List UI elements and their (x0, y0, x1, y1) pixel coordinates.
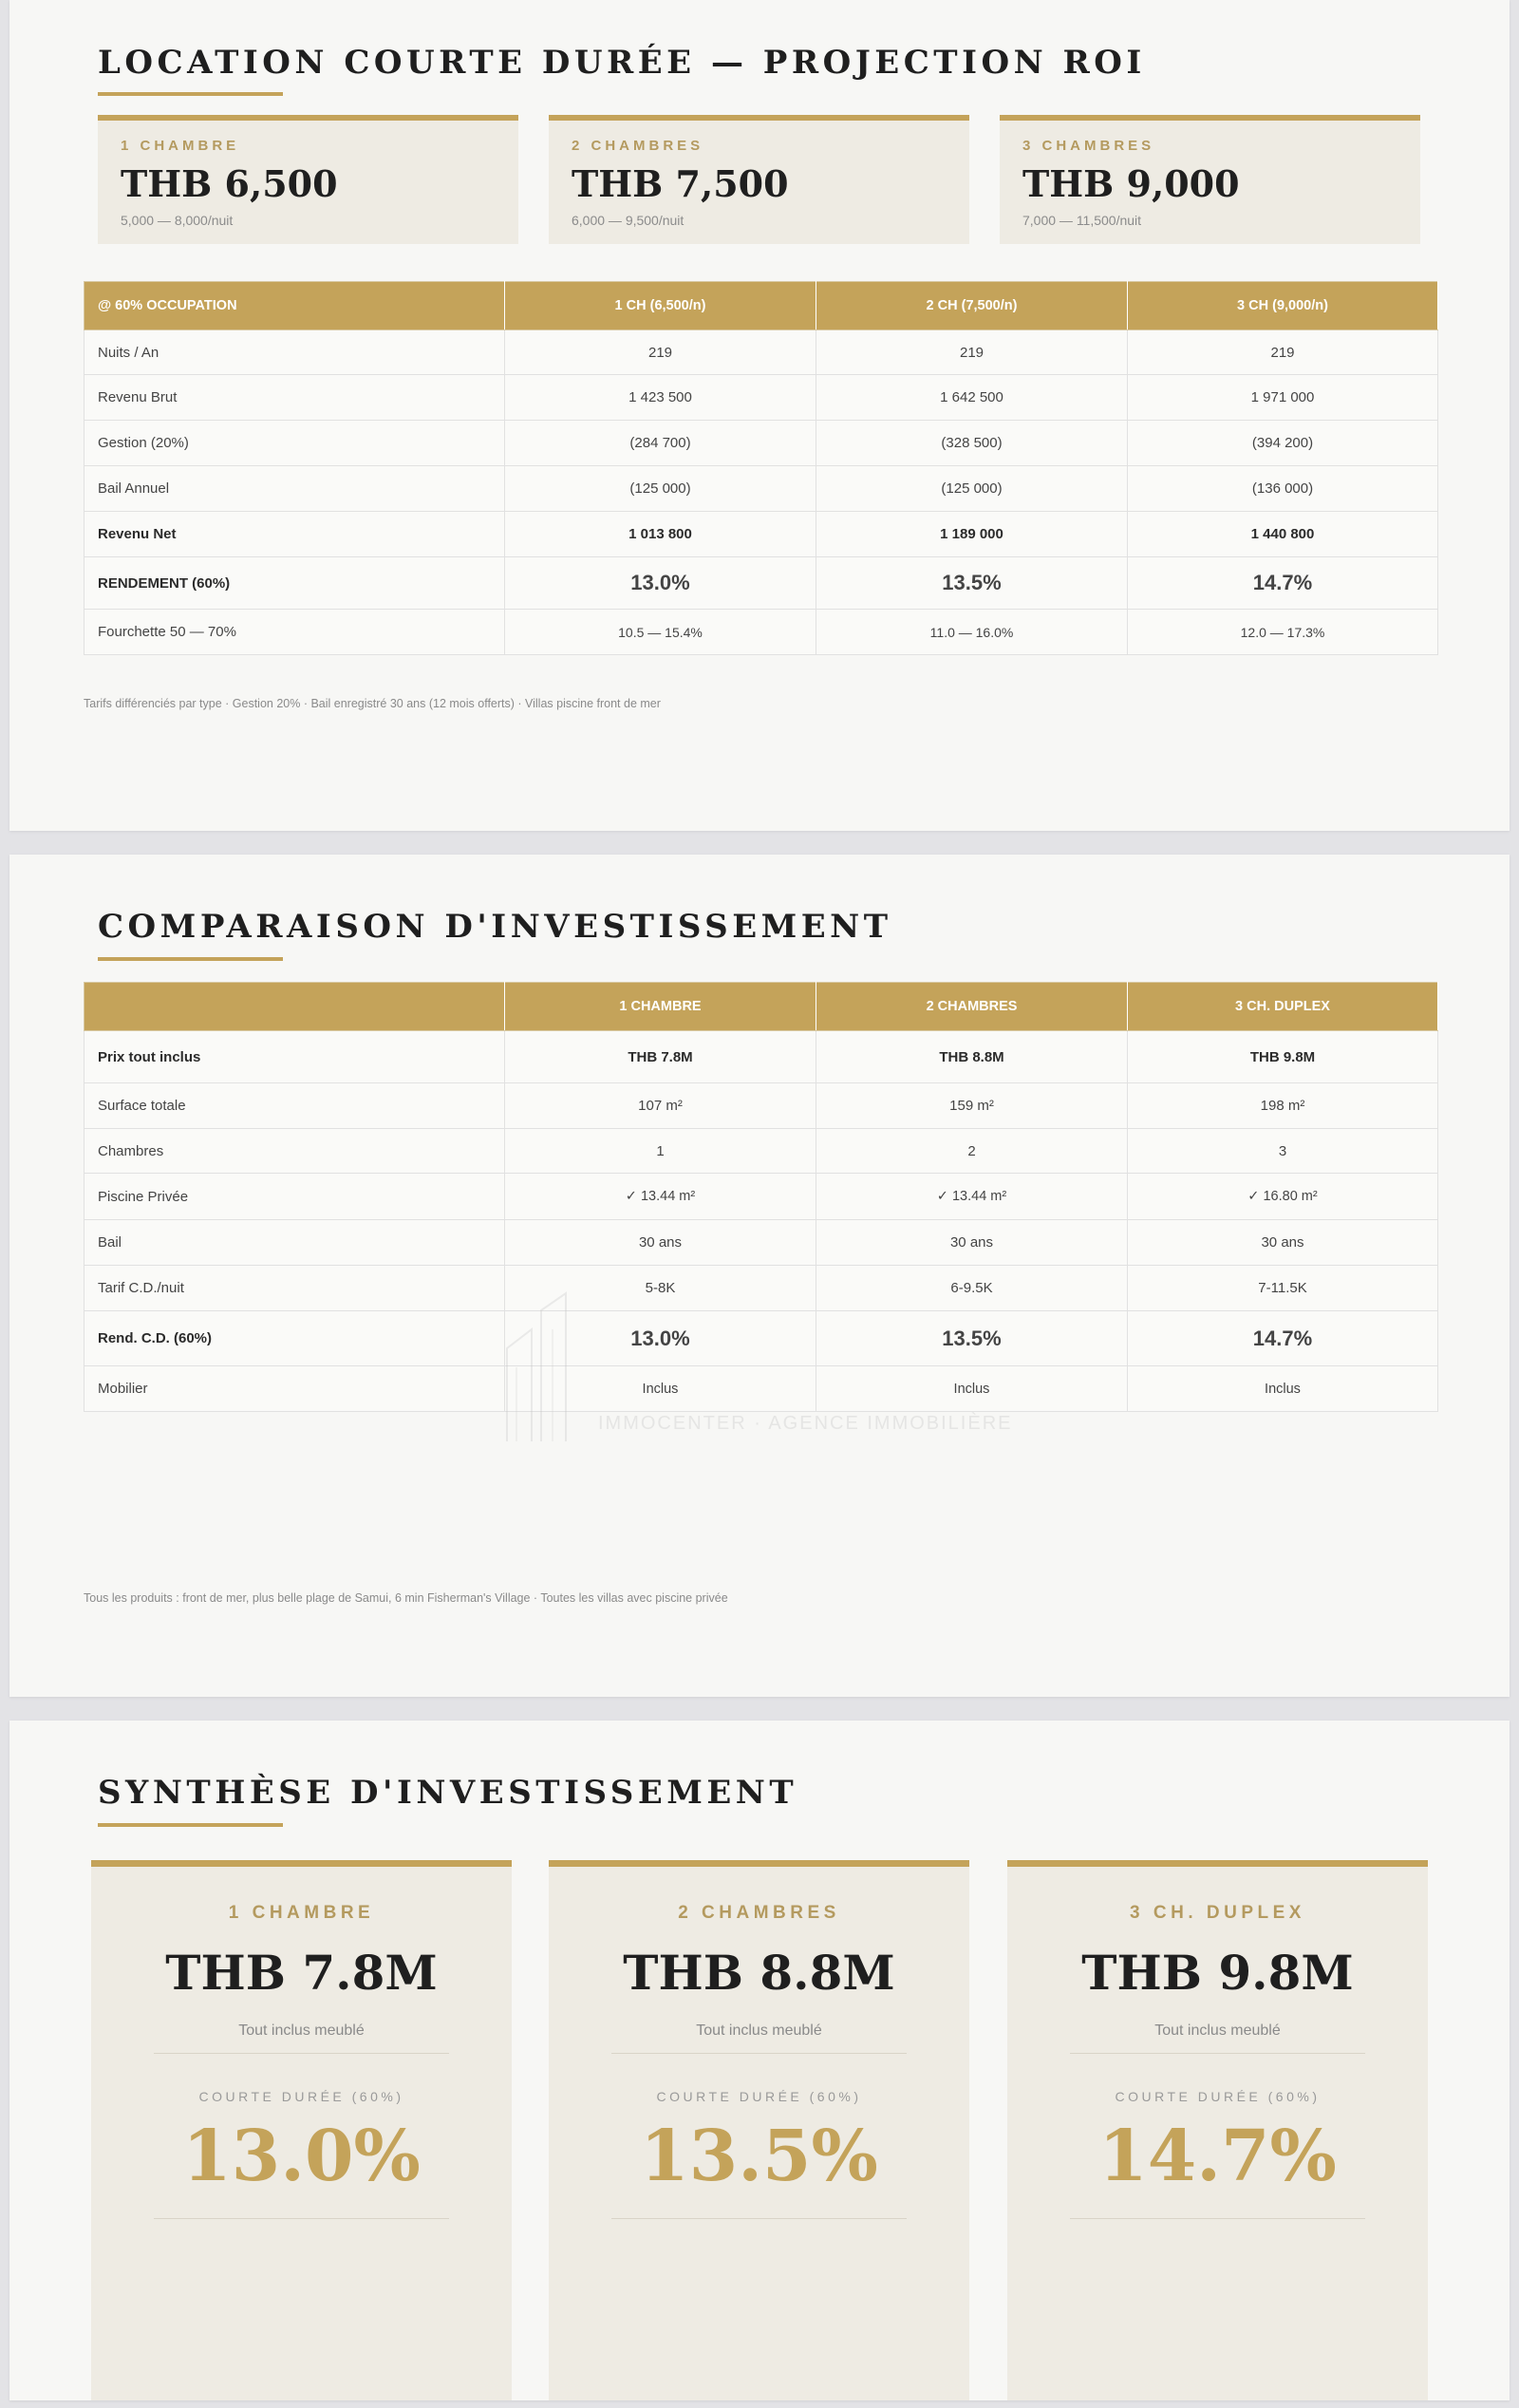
summary-card-price: THB 8.8M (623, 1945, 895, 2001)
yield-cell: 13.0% (505, 557, 816, 610)
title-underline (98, 92, 283, 96)
row-label: Bail (84, 1220, 505, 1266)
table-cell: 1 013 800 (505, 512, 816, 557)
table-header: 3 CH (9,000/n) (1128, 282, 1438, 330)
table-cell-negative: (125 000) (505, 466, 816, 512)
table-cell: 219 (1128, 330, 1438, 375)
rate-card-range: 7,000 — 11,500/nuit (1022, 213, 1142, 228)
yield-value: 13.5% (640, 2116, 878, 2197)
range-cell: 10.5 — 15.4% (505, 610, 816, 655)
table-cell: 2 (816, 1129, 1128, 1174)
rate-card-label: 2 CHAMBRES (572, 138, 704, 154)
table-cell-negative: (136 000) (1128, 466, 1438, 512)
table-cell-negative: (328 500) (816, 421, 1128, 466)
furniture-cell: Inclus (505, 1366, 816, 1412)
table-cell: 1 971 000 (1128, 375, 1438, 421)
summary-card-subtitle: Tout inclus meublé (696, 2022, 822, 2039)
furniture-cell: Inclus (1128, 1366, 1438, 1412)
yield-label: COURTE DURÉE (60%) (198, 2089, 404, 2104)
rate-card-1-bedroom (98, 115, 518, 244)
table-cell: 1 189 000 (816, 512, 1128, 557)
summary-card-price: THB 9.8M (1081, 1945, 1354, 2001)
row-label: Chambres (84, 1129, 505, 1174)
rate-card-label: 3 CHAMBRES (1022, 138, 1155, 154)
row-label: Surface totale (84, 1083, 505, 1129)
table-cell: 1 423 500 (505, 375, 816, 421)
yield-cell: 13.0% (505, 1311, 816, 1366)
table-row (84, 1083, 1438, 1129)
summary-card-2-bedrooms (549, 1860, 969, 2400)
row-label: Tarif C.D./nuit (84, 1266, 505, 1311)
table-header: 1 CHAMBRE (505, 983, 816, 1031)
roi-projection-panel (9, 0, 1510, 831)
table-row (84, 421, 1438, 466)
furniture-cell: Inclus (816, 1366, 1128, 1412)
watermark-text: IMMOCENTER · AGENCE IMMOBILIÈRE (598, 1413, 1013, 1434)
table-cell-negative: (284 700) (505, 421, 816, 466)
row-label: Rend. C.D. (60%) (84, 1311, 505, 1366)
table-cell: 219 (816, 330, 1128, 375)
rate-card-3-bedrooms (1000, 115, 1420, 244)
row-label: Gestion (20%) (84, 421, 505, 466)
row-label: Fourchette 50 — 70% (84, 610, 505, 655)
summary-card-3-duplex (1007, 1860, 1428, 2400)
rate-card-2-bedrooms (549, 115, 969, 244)
table-cell: 1 642 500 (816, 375, 1128, 421)
row-label: Bail Annuel (84, 466, 505, 512)
table-cell: 6-9.5K (816, 1266, 1128, 1311)
divider (154, 2053, 449, 2054)
table-cell: 7-11.5K (1128, 1266, 1438, 1311)
yield-cell: 14.7% (1128, 1311, 1438, 1366)
pool-cell: ✓ 13.44 m² (505, 1174, 816, 1220)
summary-card-label: 2 CHAMBRES (678, 1903, 840, 1923)
section-title: SYNTHÈSE D'INVESTISSEMENT (98, 1774, 798, 1812)
summary-card-1-bedroom (91, 1860, 512, 2400)
summary-card-label: 3 CH. DUPLEX (1130, 1903, 1305, 1923)
rate-card-price: THB 7,500 (572, 162, 789, 205)
rate-card-label: 1 CHAMBRE (121, 138, 240, 154)
row-label: Piscine Privée (84, 1174, 505, 1220)
table-cell: THB 9.8M (1128, 1031, 1438, 1083)
table-header-row (84, 282, 1438, 330)
table-row-yield (84, 557, 1438, 610)
table-row (84, 1031, 1438, 1083)
table-cell: THB 7.8M (505, 1031, 816, 1083)
table-cell: 219 (505, 330, 816, 375)
table-cell: 3 (1128, 1129, 1438, 1174)
table-header: @ 60% OCCUPATION (84, 282, 505, 330)
row-label: Revenu Brut (84, 375, 505, 421)
rate-card-range: 6,000 — 9,500/nuit (572, 213, 684, 228)
footnote: Tous les produits : front de mer, plus belle plage de Samui, 6 min Fisherman's Village · Toutes les villas avec piscine privée (84, 1591, 728, 1605)
yield-value: 13.0% (182, 2116, 421, 2197)
row-label: Mobilier (84, 1366, 505, 1412)
table-row (84, 1129, 1438, 1174)
yield-cell: 13.5% (816, 1311, 1128, 1366)
rate-card-range: 5,000 — 8,000/nuit (121, 213, 234, 228)
row-label: Prix tout inclus (84, 1031, 505, 1083)
table-cell: 159 m² (816, 1083, 1128, 1129)
pool-cell: ✓ 13.44 m² (816, 1174, 1128, 1220)
range-cell: 11.0 — 16.0% (816, 610, 1128, 655)
table-row (84, 375, 1438, 421)
table-cell: 30 ans (1128, 1220, 1438, 1266)
table-cell: 1 440 800 (1128, 512, 1438, 557)
comparison-table (84, 982, 1438, 1412)
footnote: Tarifs différenciés par type · Gestion 20% · Bail enregistré 30 ans (12 mois offerts) · Villas piscine front de mer (84, 697, 661, 710)
yield-cell: 14.7% (1128, 557, 1438, 610)
table-header: 2 CHAMBRES (816, 983, 1128, 1031)
divider (1070, 2053, 1365, 2054)
table-row (84, 512, 1438, 557)
table-row (84, 466, 1438, 512)
table-cell: 30 ans (505, 1220, 816, 1266)
table-cell-negative: (394 200) (1128, 421, 1438, 466)
table-row-yield (84, 1311, 1438, 1366)
building-logo-icon (503, 1291, 570, 1443)
summary-card-label: 1 CHAMBRE (228, 1903, 375, 1923)
table-header: 1 CH (6,500/n) (505, 282, 816, 330)
row-label: RENDEMENT (60%) (84, 557, 505, 610)
summary-card-subtitle: Tout inclus meublé (1154, 2022, 1281, 2039)
rate-card-price: THB 6,500 (121, 162, 338, 205)
table-cell-negative: (125 000) (816, 466, 1128, 512)
table-cell: 198 m² (1128, 1083, 1438, 1129)
yield-value: 14.7% (1098, 2116, 1337, 2197)
title-underline (98, 1823, 283, 1827)
table-header: 2 CH (7,500/n) (816, 282, 1128, 330)
divider (154, 2218, 449, 2219)
table-row (84, 1220, 1438, 1266)
table-cell: 1 (505, 1129, 816, 1174)
section-title: COMPARAISON D'INVESTISSEMENT (98, 908, 892, 946)
divider (611, 2218, 907, 2219)
row-label: Nuits / An (84, 330, 505, 375)
yield-label: COURTE DURÉE (60%) (1115, 2089, 1321, 2104)
yield-label: COURTE DURÉE (60%) (656, 2089, 862, 2104)
divider (1070, 2218, 1365, 2219)
table-cell: 30 ans (816, 1220, 1128, 1266)
table-row (84, 1266, 1438, 1311)
investment-summary-panel (9, 1721, 1510, 2400)
table-row (84, 610, 1438, 655)
section-title: LOCATION COURTE DURÉE — PROJECTION ROI (98, 44, 1146, 82)
table-cell: THB 8.8M (816, 1031, 1128, 1083)
table-row (84, 330, 1438, 375)
yield-cell: 13.5% (816, 557, 1128, 610)
table-header (84, 983, 505, 1031)
roi-table (84, 281, 1438, 655)
investment-comparison-panel (9, 855, 1510, 1697)
divider (611, 2053, 907, 2054)
summary-card-price: THB 7.8M (165, 1945, 438, 2001)
title-underline (98, 957, 283, 961)
table-cell: 107 m² (505, 1083, 816, 1129)
table-header-row (84, 983, 1438, 1031)
row-label: Revenu Net (84, 512, 505, 557)
table-header: 3 CH. DUPLEX (1128, 983, 1438, 1031)
table-cell: 5-8K (505, 1266, 816, 1311)
summary-card-subtitle: Tout inclus meublé (238, 2022, 365, 2039)
rate-card-price: THB 9,000 (1022, 162, 1240, 205)
table-row (84, 1174, 1438, 1220)
table-row (84, 1366, 1438, 1412)
range-cell: 12.0 — 17.3% (1128, 610, 1438, 655)
pool-cell: ✓ 16.80 m² (1128, 1174, 1438, 1220)
